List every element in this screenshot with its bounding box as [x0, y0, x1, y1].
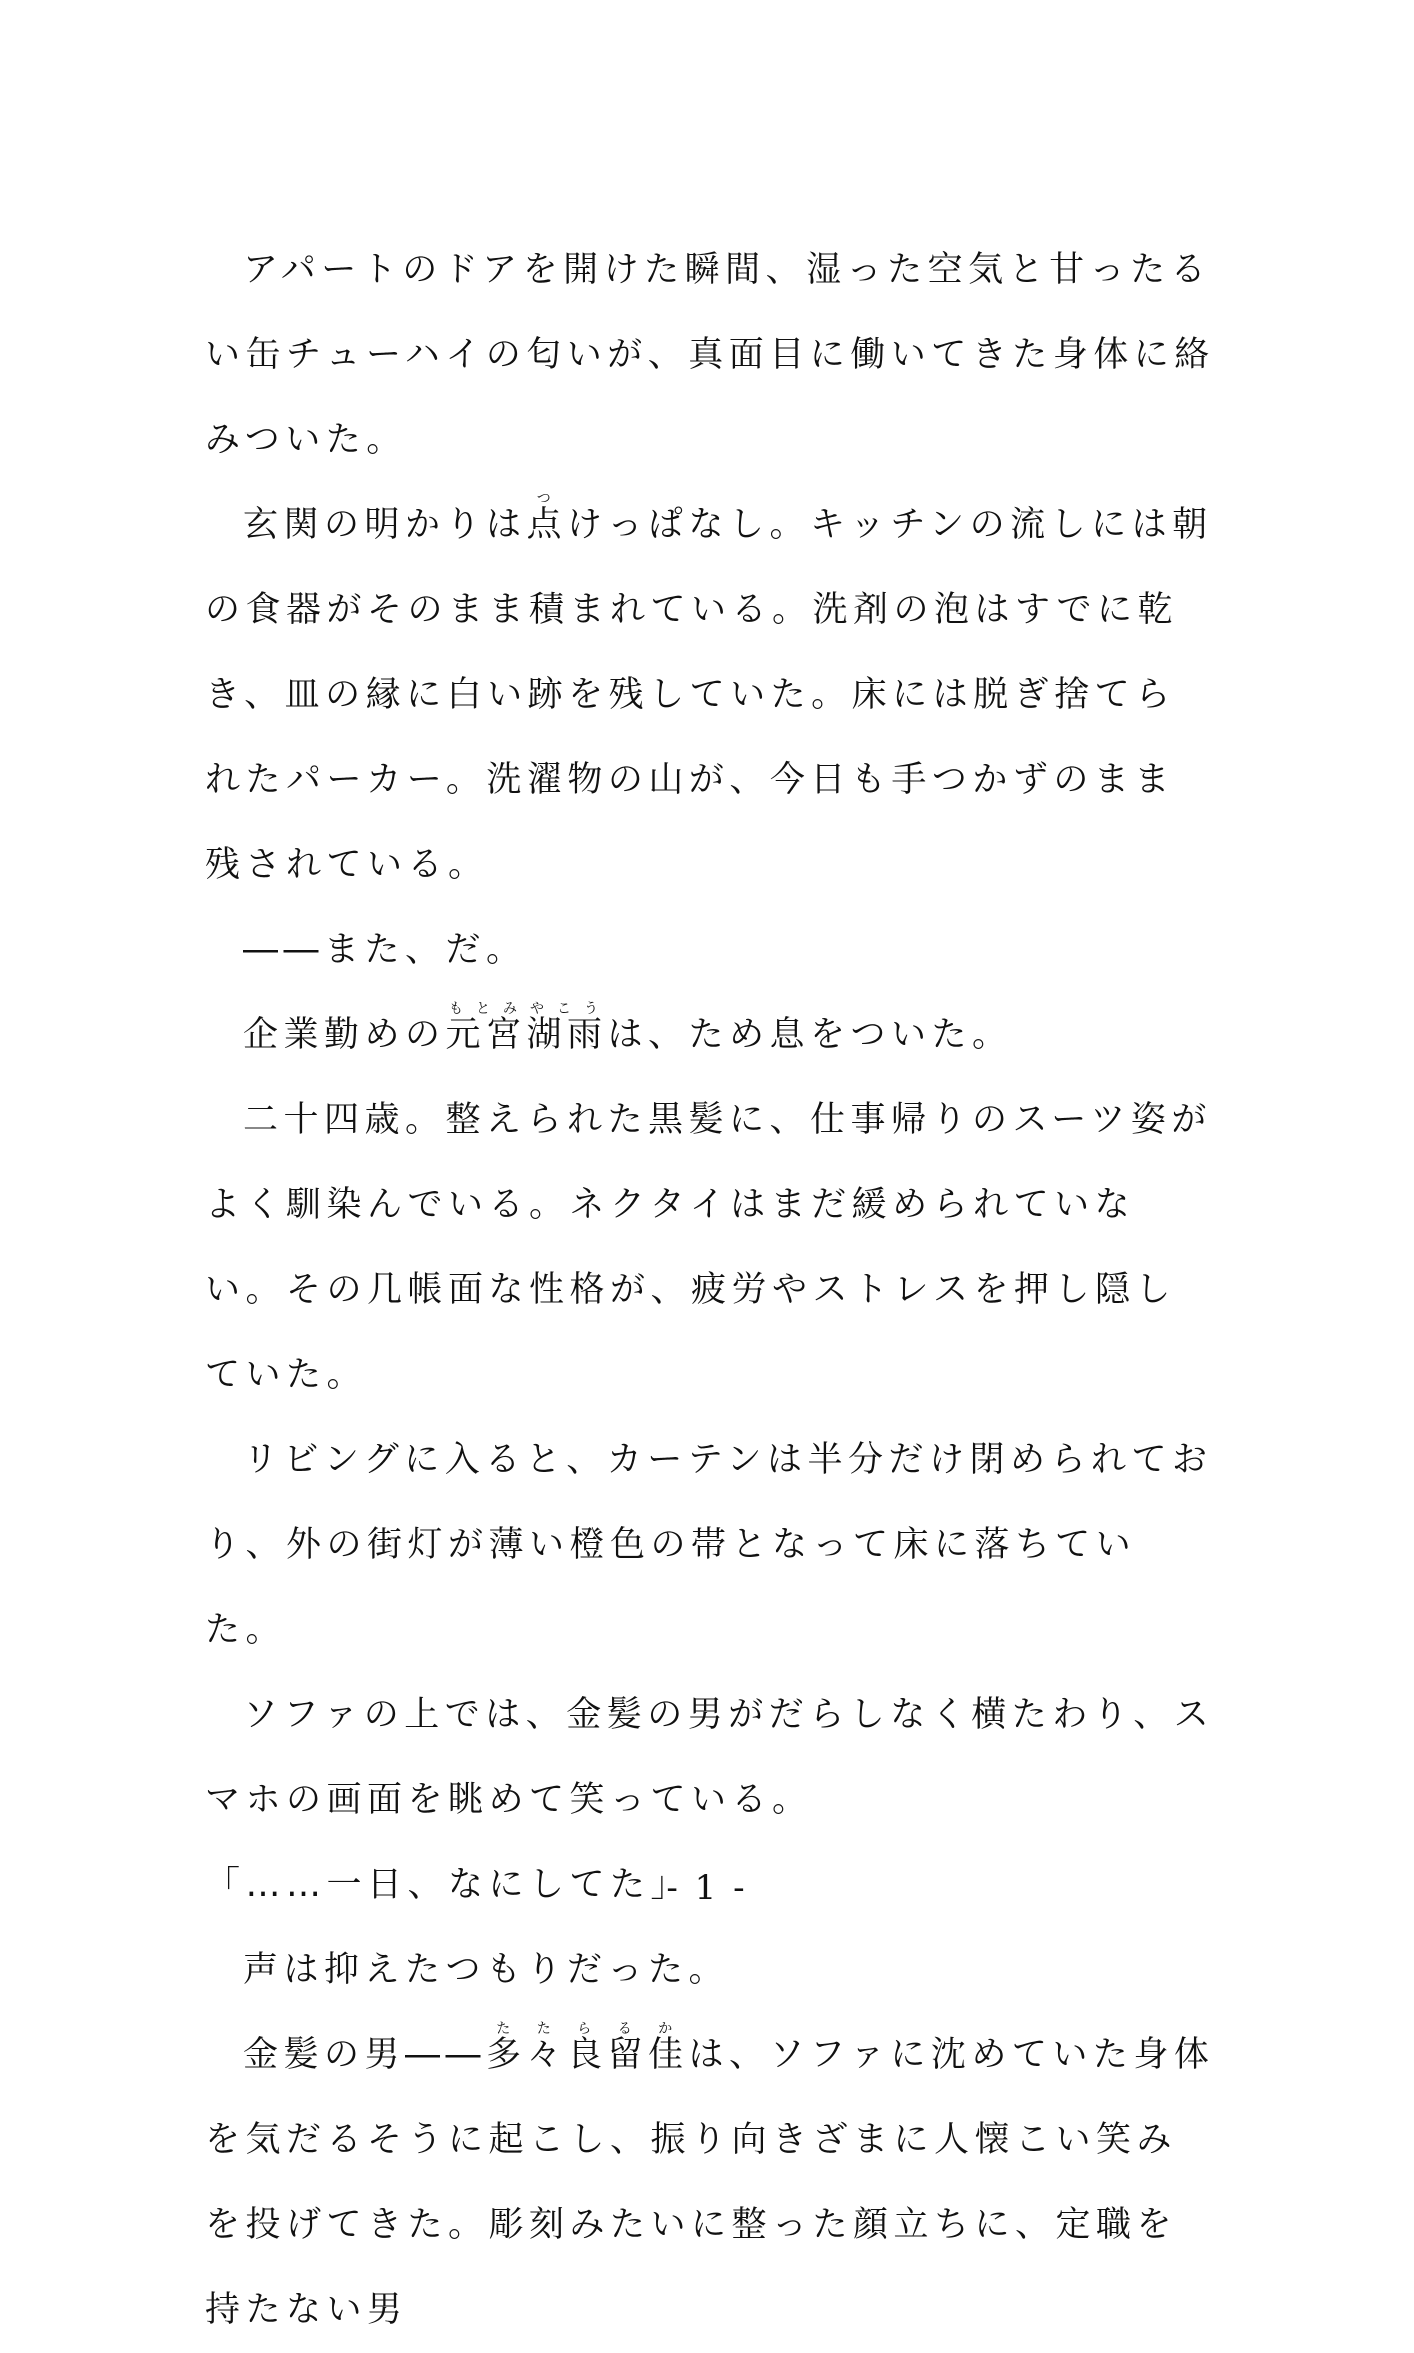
ruby-motomiya [445, 1001, 608, 1055]
body-text [205, 228, 1215, 2353]
paragraph-2 [205, 483, 1215, 908]
ruby-tsu-reading: つ [526, 491, 568, 507]
ruby-tsu-base: 点 [526, 505, 568, 545]
paragraph-2-pre: 玄関の明かりは [243, 505, 527, 545]
ruby-motomiya-base: 元宮湖雨 [445, 1015, 608, 1055]
ruby-motomiya-reading: もとみやこう [445, 1001, 608, 1017]
paragraph-10 [205, 2013, 1215, 2353]
ruby-tsu [526, 491, 568, 545]
paragraph-1: アパートのドアを開けた瞬間、湿った空気と甘ったるい缶チューハイの匂いが、真面目に働いてきた身体に絡みついた。 [205, 250, 1215, 460]
paragraph-10-post: は、ソファに沈めていた身体を気だるそうに起こし、振り向きざまに人懐こい笑みを投げてきた。彫刻みたいに整った顔立ちに、定職を持たない男 [205, 2035, 1215, 2330]
paragraph-3: ――また、だ。 [243, 930, 527, 970]
paragraph-4-post: は、ため息をついた。 [607, 1015, 1013, 1055]
paragraph-9: 声は抑えたつもりだった。 [243, 1950, 730, 1990]
ruby-tatara-base: 多々良留佳 [486, 2035, 689, 2075]
paragraph-4-pre: 企業勤めの [243, 1015, 446, 1055]
ruby-tatara-reading: たたらるか [486, 2021, 689, 2037]
paragraph-4 [205, 993, 1215, 1078]
paragraph-7: ソファの上では、金髪の男がだらしなく横たわり、スマホの画面を眺めて笑っている。 [205, 1695, 1215, 1820]
paragraph-8-dialogue: 「……一日、なにしてた」 [205, 1865, 692, 1905]
paragraph-6: リビングに入ると、カーテンは半分だけ閉められており、外の街灯が薄い橙色の帯となって床に落ちていた。 [205, 1440, 1213, 1650]
paragraph-5: 二十四歳。整えられた黒髪に、仕事帰りのスーツ姿がよく馴染んでいる。ネクタイはまだ緩められていない。その几帳面な性格が、疲労やストレスを押し隠していた。 [205, 1100, 1212, 1395]
page-number: - 1 - [666, 1868, 748, 1908]
ruby-tatara [486, 2021, 689, 2075]
paragraph-10-pre: 金髪の男―― [243, 2035, 487, 2075]
paragraph-2-post: けっぱなし。キッチンの流しには朝の食器がそのまま積まれている。洗剤の泡はすでに乾き、皿の縁に白い跡を残していた。床には脱ぎ捨てられたパーカー。洗濯物の山が、今日も手つかずのまま残されている。 [205, 505, 1213, 885]
